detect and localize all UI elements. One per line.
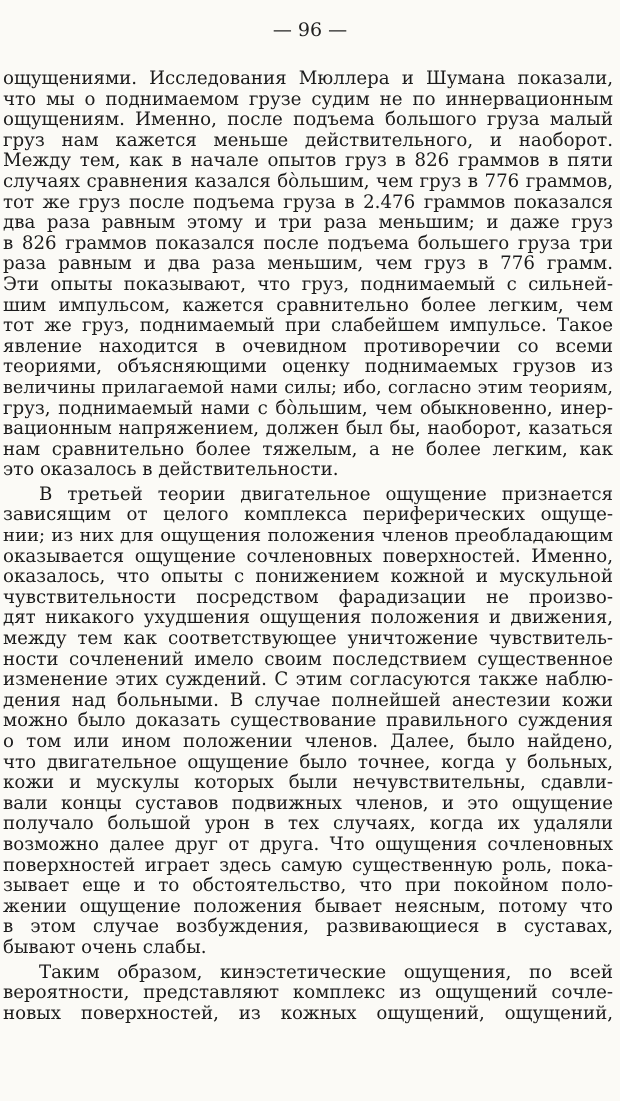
text-line: вали концы суставов подвижных членов, и это ощущение [3, 793, 613, 814]
text-line: дят никакого ухудшения ощущения положения и движения, [3, 608, 613, 629]
text-line: между тем как соответствующее уничтожение чувствитель- [3, 629, 613, 650]
text-line: нии; из них для ощущения положения членов преобладающим [3, 526, 613, 547]
text-line: можно было доказать существование правильного суждения [3, 711, 613, 732]
text-line: случаях сравнения казался бо̀льшим, чем груз в 776 граммов, [3, 171, 613, 192]
paragraph-1 [3, 69, 613, 481]
text-line: ности сочленений имело своим последствием существенное [3, 649, 613, 670]
text-line: оказывается ощущение сочленовных поверхностей. Именно, [3, 546, 613, 567]
text-line: ощущениями. Исследования Мюллера и Шумана показали, [3, 69, 613, 89]
text-line: ощущениям. Именно, после подъема большого груза малый [3, 110, 613, 131]
text-line: груз нам кажется меньше действительного, и наоборот. [3, 130, 613, 151]
text-line: величины прилагаемой нами силы; ибо, согласно этим теориям, [3, 377, 613, 398]
text-line: зывает еще и то обстоятельство, что при покойном поло- [3, 876, 613, 897]
text-line: что двигательное ощущение было точнее, когда у больных, [3, 752, 613, 773]
text-line: в этом случае возбуждения, развивающиеся в суставах, [3, 917, 613, 938]
text-line: оказалось, что опыты с понижением кожной и мускульной [3, 567, 613, 588]
text-line: поверхностей играет здесь самую существенную роль, пока- [3, 855, 613, 876]
text-line: чувствительности посредством фарадизации не произво- [3, 587, 613, 608]
text-line: тот же груз после подъема груза в 2.476 граммов показался [3, 192, 613, 213]
text-line: возможно далее друг от друга. Что ощущения сочленовных [3, 834, 613, 855]
text-line: явление находится в очевидном противоречии со всеми [3, 336, 613, 357]
text-line: о том или ином положении членов. Далее, было найдено, [3, 732, 613, 752]
text-line: нам сравнительно более тяжелым, а не более легким, как [3, 439, 613, 460]
page-text [3, 69, 613, 1024]
text-line: Между тем, как в начале опытов груз в 826 граммов в пяти [3, 151, 613, 172]
paragraph-2 [3, 485, 613, 959]
page-number: — 96 — [272, 19, 348, 41]
text-line: зависящим от целого комплекса периферических ощуще- [3, 505, 613, 526]
text-line: вероятности, представляют комплекс из ощущений сочле- [3, 983, 613, 1004]
text-line: жении ощущение положения бывает неясным, потому что [3, 896, 613, 917]
text-line: Таким образом, кинэстетические ощущения, по всей [39, 962, 613, 983]
paragraph-3 [3, 963, 613, 1025]
text-line: вационным напряжением, должен был бы, наоборот, казаться [3, 419, 613, 440]
text-line: тот же груз, поднимаемый при слабейшем импульсе. Такое [3, 316, 613, 337]
text-line: шим импульсом, кажется сравнительно более легким, чем [3, 295, 613, 316]
text-line: изменение этих суждений. С этим согласуются также наблю- [3, 670, 613, 691]
text-line: груз, поднимаемый нами с бо̀льшим, чем обыкновенно, инер- [3, 398, 613, 419]
text-line: теориями, объясняющими оценку поднимаемых грузов из [3, 357, 613, 378]
text-line: В третьей теории двигательное ощущение признается [39, 484, 613, 505]
text-line: раза равным и два раза меньшим, чем груз в 776 грамм. [3, 254, 613, 275]
text-line: получало большой урон в тех случаях, когда их удаляли [3, 814, 613, 835]
text-line: два раза равным этому и три раза меньшим; и даже груз [3, 213, 613, 234]
text-line: дения над больными. В случае полнейшей анестезии кожи [3, 690, 613, 711]
text-line: это оказалось в действительности. [3, 460, 339, 481]
text-line: бывают очень слабы. [3, 937, 207, 958]
text-line: в 826 граммов показался после подъема большего груза три [3, 233, 613, 254]
text-line: Эти опыты показывают, что груз, поднимаемый с сильней- [3, 274, 613, 295]
text-line: новых поверхностей, из кожных ощущений, ощущений, [3, 1003, 613, 1024]
text-line: что мы о поднимаемом грузе судим не по иннервационным [3, 89, 613, 110]
text-line: кожи и мускулы которых были нечувствительны, сдавли- [3, 773, 613, 794]
